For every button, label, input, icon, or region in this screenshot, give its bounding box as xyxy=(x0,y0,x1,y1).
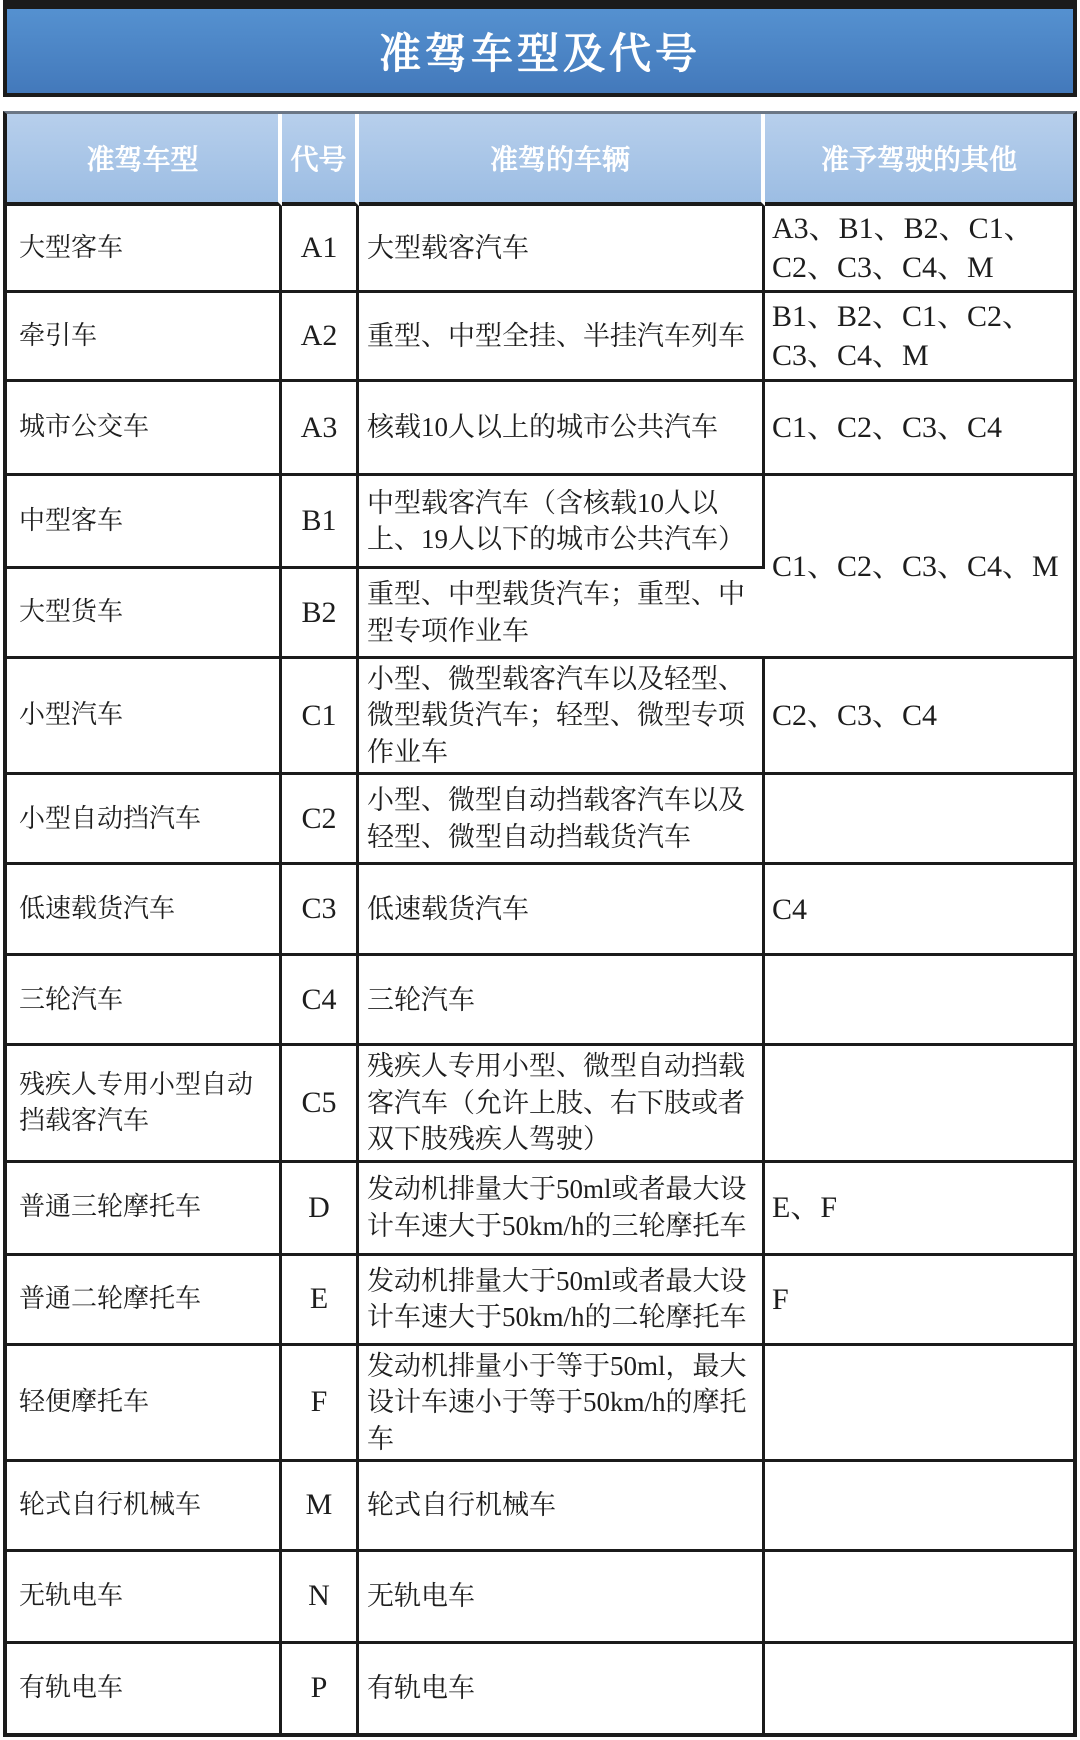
cell-also: A3、B1、B2、C1、C2、C3、C4、M xyxy=(765,206,1073,293)
header-row xyxy=(7,114,1073,206)
cell-type: 残疾人专用小型自动挡载客汽车 xyxy=(7,1046,282,1162)
table-row xyxy=(7,956,1073,1046)
cell-type: 大型货车 xyxy=(7,569,282,659)
cell-type: 大型客车 xyxy=(7,206,282,293)
table-row xyxy=(7,1163,1073,1256)
cell-code: D xyxy=(282,1163,359,1256)
cell-vehicles: 重型、中型全挂、半挂汽车列车 xyxy=(359,293,765,382)
cell-code: A1 xyxy=(282,206,359,293)
cell-code: C2 xyxy=(282,775,359,865)
cell-type: 低速载货汽车 xyxy=(7,865,282,956)
table-row xyxy=(7,1552,1073,1644)
cell-code: F xyxy=(282,1346,359,1462)
cell-also: E、F xyxy=(765,1163,1073,1256)
header-cell-also: 准予驾驶的其他 xyxy=(765,114,1073,206)
cell-also: C1、C2、C3、C4 xyxy=(765,382,1073,476)
cell-code: N xyxy=(282,1552,359,1644)
cell-also xyxy=(765,1552,1073,1644)
header-cell-vehicles: 准驾的车辆 xyxy=(359,114,765,206)
cell-code: A3 xyxy=(282,382,359,476)
cell-vehicles: 轮式自行机械车 xyxy=(359,1462,765,1552)
cell-also xyxy=(765,775,1073,865)
cell-vehicles: 有轨电车 xyxy=(359,1644,765,1733)
cell-vehicles: 发动机排量大于50ml或者最大设计车速大于50km/h的三轮摩托车 xyxy=(359,1163,765,1256)
cell-type: 牵引车 xyxy=(7,293,282,382)
table-row xyxy=(7,1256,1073,1346)
cell-type: 普通三轮摩托车 xyxy=(7,1163,282,1256)
cell-code: P xyxy=(282,1644,359,1733)
cell-code: E xyxy=(282,1256,359,1346)
cell-vehicles: 残疾人专用小型、微型自动挡载客汽车（允许上肢、右下肢或者双下肢残疾人驾驶） xyxy=(359,1046,765,1162)
cell-vehicles: 小型、微型自动挡载客汽车以及轻型、微型自动挡载货汽车 xyxy=(359,775,765,865)
cell-also xyxy=(765,956,1073,1046)
cell-type: 小型汽车 xyxy=(7,659,282,775)
header-cell-type: 准驾车型 xyxy=(7,114,282,206)
cell-vehicles: 三轮汽车 xyxy=(359,956,765,1046)
table-row xyxy=(7,1346,1073,1462)
cell-vehicles: 大型载客汽车 xyxy=(359,206,765,293)
cell-also: F xyxy=(765,1256,1073,1346)
cell-also: B1、B2、C1、C2、C3、C4、M xyxy=(765,293,1073,382)
cell-type: 轮式自行机械车 xyxy=(7,1462,282,1552)
cell-type: 无轨电车 xyxy=(7,1552,282,1644)
cell-code: C5 xyxy=(282,1046,359,1162)
cell-vehicles: 小型、微型载客汽车以及轻型、微型载货汽车；轻型、微型专项作业车 xyxy=(359,659,765,775)
table-row xyxy=(7,476,1073,569)
cell-code: C3 xyxy=(282,865,359,956)
cell-vehicles: 核载10人以上的城市公共汽车 xyxy=(359,382,765,476)
cell-code: B1 xyxy=(282,476,359,569)
cell-also: C4 xyxy=(765,865,1073,956)
cell-type: 三轮汽车 xyxy=(7,956,282,1046)
cell-vehicles: 中型载客汽车（含核载10人以上、19人以下的城市公共汽车） xyxy=(359,476,765,569)
cell-also xyxy=(765,1346,1073,1462)
cell-also: C2、C3、C4 xyxy=(765,659,1073,775)
cell-also xyxy=(765,1644,1073,1733)
cell-type: 城市公交车 xyxy=(7,382,282,476)
table-row xyxy=(7,206,1073,293)
page-title: 准驾车型及代号 xyxy=(378,32,701,78)
table-row xyxy=(7,382,1073,476)
title-bar xyxy=(3,0,1077,97)
cell-code: M xyxy=(282,1462,359,1552)
cell-type: 普通二轮摩托车 xyxy=(7,1256,282,1346)
cell-code: C1 xyxy=(282,659,359,775)
cell-code: C4 xyxy=(282,956,359,1046)
table-body xyxy=(7,206,1073,1733)
cell-vehicles: 发动机排量小于等于50ml，最大设计车速小于等于50km/h的摩托车 xyxy=(359,1346,765,1462)
header-cell-code: 代号 xyxy=(282,114,359,206)
table-row xyxy=(7,775,1073,865)
cell-code: B2 xyxy=(282,569,359,659)
cell-vehicles: 发动机排量大于50ml或者最大设计车速大于50km/h的二轮摩托车 xyxy=(359,1256,765,1346)
cell-vehicles: 重型、中型载货汽车；重型、中型专项作业车 xyxy=(359,569,765,659)
table-row xyxy=(7,659,1073,775)
cell-code: A2 xyxy=(282,293,359,382)
cell-also xyxy=(765,1462,1073,1552)
table-row xyxy=(7,1462,1073,1552)
table-row xyxy=(7,865,1073,956)
cell-type: 有轨电车 xyxy=(7,1644,282,1733)
cell-type: 中型客车 xyxy=(7,476,282,569)
cell-type: 小型自动挡汽车 xyxy=(7,775,282,865)
table-row xyxy=(7,1046,1073,1162)
cell-also xyxy=(765,1046,1073,1162)
table-row xyxy=(7,1644,1073,1733)
table-row xyxy=(7,293,1073,382)
cell-vehicles: 低速载货汽车 xyxy=(359,865,765,956)
license-table xyxy=(3,111,1077,1737)
cell-also: C1、C2、C3、C4、M xyxy=(765,476,1073,659)
cell-type: 轻便摩托车 xyxy=(7,1346,282,1462)
cell-vehicles: 无轨电车 xyxy=(359,1552,765,1644)
